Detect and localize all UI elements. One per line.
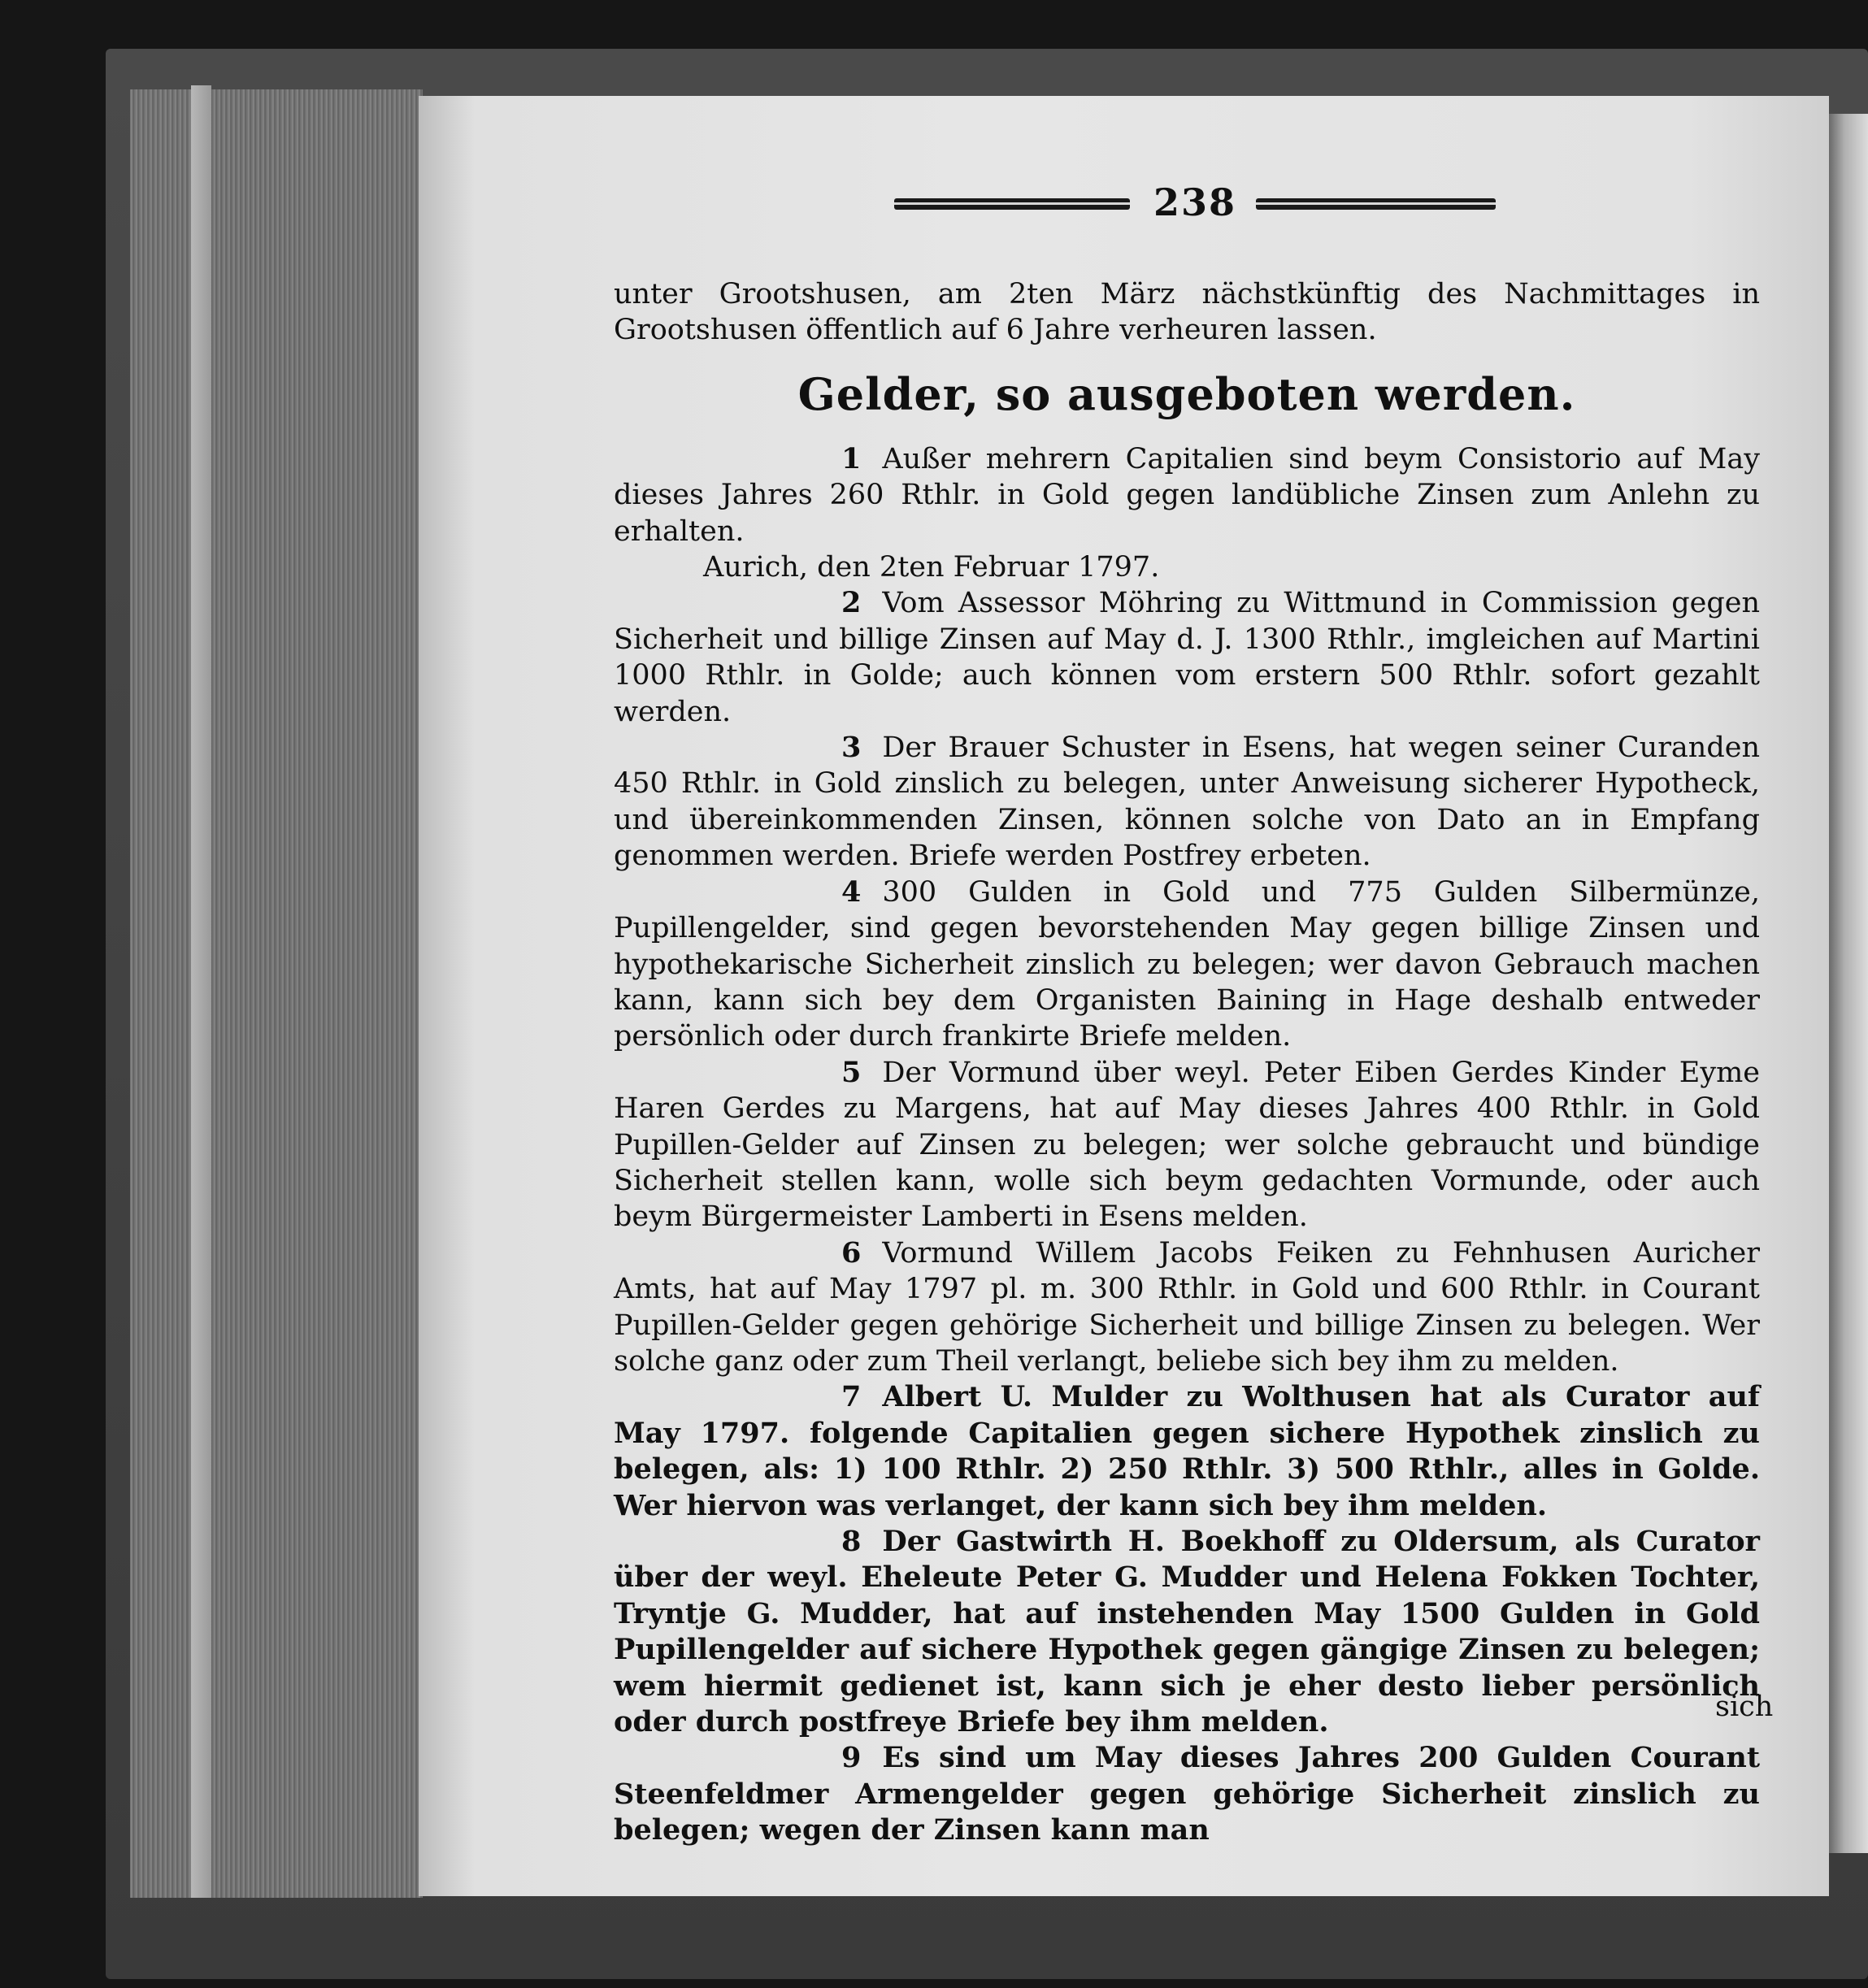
entry-1 — [614, 441, 1760, 549]
continuation-paragraph: unter Grootshusen, am 2ten März nächstkünftig des Nachmittages in Grootshusen öffentlich auf 6 Jahre verheuren lassen. — [614, 278, 1760, 347]
page-header — [894, 180, 1496, 229]
entry-9 — [614, 1740, 1760, 1848]
section-heading: Gelder, so ausgeboten werden. — [797, 367, 1576, 420]
page-number: 238 — [1153, 180, 1237, 224]
entry-text: Vormund Willem Jacobs Feiken zu Fehnhusen Auricher Amts, hat auf May 1797 pl. m. 300 Rthlr. in Gold und 600 Rthlr. in Courant Pupillen-Gelder gegen gehörige Sicherheit und billige Zinsen zu belegen. Wer solche ganz oder zum Theil verlangt, beliebe sich bey ihm zu melden. — [614, 1236, 1760, 1378]
header-rule-left — [894, 198, 1130, 210]
entry-text: Vom Assessor Möhring zu Wittmund in Commission gegen Sicherheit und billige Zinsen auf May d. J. 1300 Rthlr., imgleichen auf Martini 1000 Rthlr. in Golde; auch können vom erstern 500 Rthlr. sofort gezahlt werden. — [614, 587, 1760, 728]
entry-number: 1 — [841, 441, 862, 475]
entry-text: Der Brauer Schuster in Esens, hat wegen seiner Curanden 450 Rthlr. in Gold zinslich zu belegen, unter Anweisung sicherer Hypotheck, und übereinkommenden Zinsen, können solche von Dato an in Empfang genommen werden. Briefe werden Postfrey erbeten. — [614, 731, 1760, 873]
entry-text: Der Gastwirth H. Boekhoff zu Oldersum, als Curator über der weyl. Eheleute Peter G. Mudder und Helena Fokken Tochter, Tryntje G. Mudder, hat auf instehenden May 1500 Gulden in Gold Pupillengelder auf sichere Hypothek gegen gängige Zinsen zu belegen; wem hiermit gedienet ist, kann sich je eher desto lieber persönlich oder durch postfreye Briefe bey ihm melden. — [614, 1525, 1760, 1739]
entry-number: 5 — [841, 1055, 862, 1089]
entry-number: 7 — [841, 1380, 862, 1414]
entry-number: 8 — [841, 1525, 862, 1558]
entry-4 — [614, 875, 1760, 1055]
facing-page-edge — [1829, 114, 1868, 1853]
entry-2 — [614, 585, 1760, 730]
entry-text: Es sind um May dieses Jahres 200 Gulden Courant Steenfeldmer Armengelder gegen gehörige Sicherheit zinslich zu belegen; wegen der Zinsen kann man — [614, 1741, 1760, 1847]
entry-6 — [614, 1235, 1760, 1380]
entry-number: 9 — [841, 1741, 862, 1775]
entry-5 — [614, 1055, 1760, 1235]
entry-text: Außer mehrern Capitalien sind beym Consistorio auf May dieses Jahres 260 Rthlr. in Gold gegen landübliche Zinsen zum Anlehn zu erhalten. — [614, 442, 1760, 548]
header-rule-right — [1256, 198, 1496, 210]
entry-number: 3 — [841, 731, 862, 765]
entry-number: 2 — [841, 586, 862, 620]
entry-7 — [614, 1379, 1760, 1524]
entry-text: Albert U. Mulder zu Wolthusen hat als Curator auf May 1797. folgende Capitalien gegen sichere Hypothek zinslich zu belegen, als: 1) 100 Rthlr. 2) 250 Rthlr. 3) 500 Rthlr., alles in Golde. Wer hiervon was verlanget, der kann sich bey ihm melden. — [614, 1380, 1760, 1522]
entry-number: 6 — [841, 1235, 862, 1270]
entry-8 — [614, 1524, 1760, 1740]
entry-3 — [614, 730, 1760, 875]
entry-number: 4 — [841, 875, 862, 909]
page-edges — [130, 89, 423, 1898]
entry-text: 300 Gulden in Gold und 775 Gulden Silbermünze, Pupillengelder, sind gegen bevorstehenden May gegen billige Zinsen und hypothekarische Sicherheit zinslich zu belegen; wer davon Gebrauch machen kann, kann sich bey dem Organisten Baining in Hage deshalb entweder persönlich oder durch frankirte Briefe melden. — [614, 875, 1760, 1053]
entry-text: Der Vormund über weyl. Peter Eiben Gerdes Kinder Eyme Haren Gerdes zu Margens, hat auf May dieses Jahres 400 Rthlr. in Gold Pupillen-Gelder auf Zinsen zu belegen; wer solche gebraucht und bündige Sicherheit stellen kann, wolle sich beym gedachten Vormunde, oder auch beym Bürgermeister Lamberti in Esens melden. — [614, 1056, 1760, 1234]
page-text — [614, 276, 1760, 1849]
catchword: sich — [1715, 1691, 1774, 1723]
entry-1-dateline: Aurich, den 2ten Februar 1797. — [703, 551, 1160, 584]
page-edge-highlight — [191, 85, 211, 1898]
